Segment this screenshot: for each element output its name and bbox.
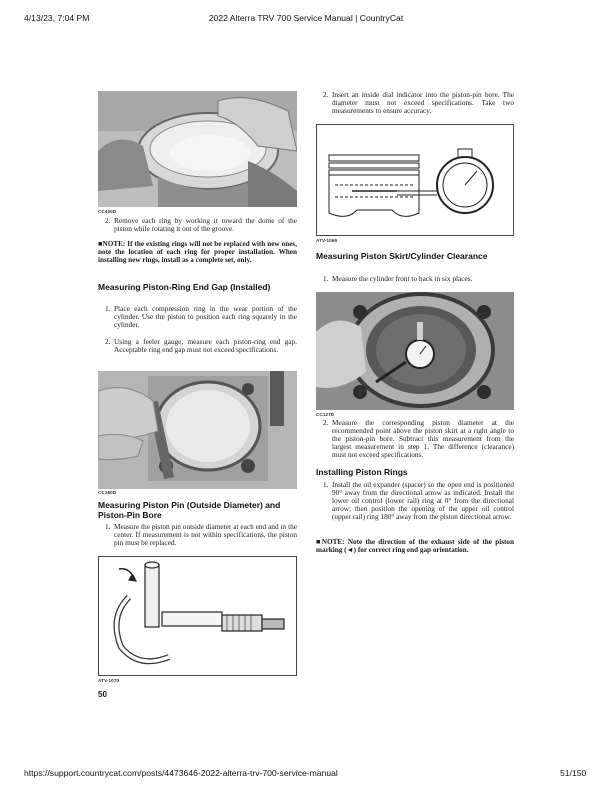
heading-ring-end-gap: Measuring Piston-Ring End Gap (Installed) [98, 282, 271, 292]
note-exhaust-direction: ■NOTE: Note the direction of the exhaust side of the piston marking (◄) for correct ring end gap orientation. [316, 538, 514, 555]
print-datetime: 4/13/23, 7:04 PM [24, 13, 90, 23]
photo2-caption: CC280D [98, 490, 117, 495]
photo-feeler-gauge [98, 371, 297, 489]
photo1-caption: CC400D [98, 209, 117, 214]
step-text: Using a feeler gauge, measure each piston-ring end gap. Acceptable ring end gap must not exceed specifications. [114, 337, 297, 355]
photo-bore-gauge [316, 292, 514, 410]
photo3-caption: ATV-1070 [98, 678, 120, 683]
heading-installing-rings: Installing Piston Rings [316, 467, 408, 477]
step-measure-cylinder [323, 274, 514, 283]
step-inside-dial [323, 90, 514, 116]
step-place-ring [105, 304, 297, 330]
step-number: 2. [323, 418, 329, 427]
step-text: Install the oil expander (spacer) so the open end is positioned 90° away from the directional arrow as indicated. Install the lower oil control (lower rail) ring at 0° from the directional arrow; then position the opening of the upper oil control (upper rail) ring 180° away from the piston directional arrow. [332, 480, 514, 522]
step-number: 1. [323, 480, 329, 489]
step-number: 1. [323, 274, 329, 283]
step-text: Place each compression ring in the wear portion of the cylinder. Use the piston to position each ring squarely in the cylinder. [114, 304, 297, 330]
note-existing-rings: ■NOTE: If the existing rings will not be replaced with new ones, note the location of each ring for proper installation. When installing new rings, install as a complete set, only. [98, 240, 297, 265]
step-measure-pin [105, 522, 297, 548]
step-install-expander [323, 480, 514, 522]
step-remove-ring [105, 216, 297, 234]
illustration-inside-dial [316, 124, 514, 236]
step-feeler-gauge [105, 337, 297, 355]
step-text: Measure the piston pin outside diameter at each end and in the center. If measurement is not within specifications, the piston pin must be replaced. [114, 522, 297, 548]
photo4-caption: ATV-1069 [316, 238, 338, 243]
step-text: Remove each ring by working it toward the dome of the piston while rotating it out of the groove. [114, 216, 297, 234]
step-number: 1. [105, 304, 111, 313]
photo5-caption: CC127D [316, 412, 335, 417]
step-number: 2. [323, 90, 329, 99]
heading-piston-pin: Measuring Piston Pin (Outside Diameter) and Piston-Pin Bore [98, 500, 281, 520]
step-text: Measure the cylinder front to back in six places. [332, 274, 473, 283]
print-page-count: 51/150 [560, 768, 587, 778]
step-number: 2. [105, 337, 111, 346]
print-page-title: 2022 Alterra TRV 700 Service Manual | CountryCat [208, 13, 404, 23]
illustration-micrometer [98, 556, 297, 676]
step-text: Insert an inside dial indicator into the piston-pin bore. The diameter must not exceed specifications. Take two measurements to ensure accuracy. [332, 90, 514, 116]
heading-skirt-clearance: Measuring Piston Skirt/Cylinder Clearance [316, 251, 488, 261]
print-url[interactable]: https://support.countrycat.com/posts/4473646-2022-alterra-trv-700-service-manual [24, 768, 338, 778]
step-measure-piston [323, 418, 514, 460]
step-text: Measure the corresponding piston diameter at the recommended point above the piston skirt at a right angle to the piston-pin bore. Subtract this measurement from the largest measurement in step 1. The difference (clearance) must not exceed specifications. [332, 418, 514, 460]
step-number: 1. [105, 522, 111, 531]
step-number: 2. [105, 216, 111, 225]
manual-page-number: 50 [98, 690, 107, 699]
photo-ring-removal [98, 91, 297, 207]
